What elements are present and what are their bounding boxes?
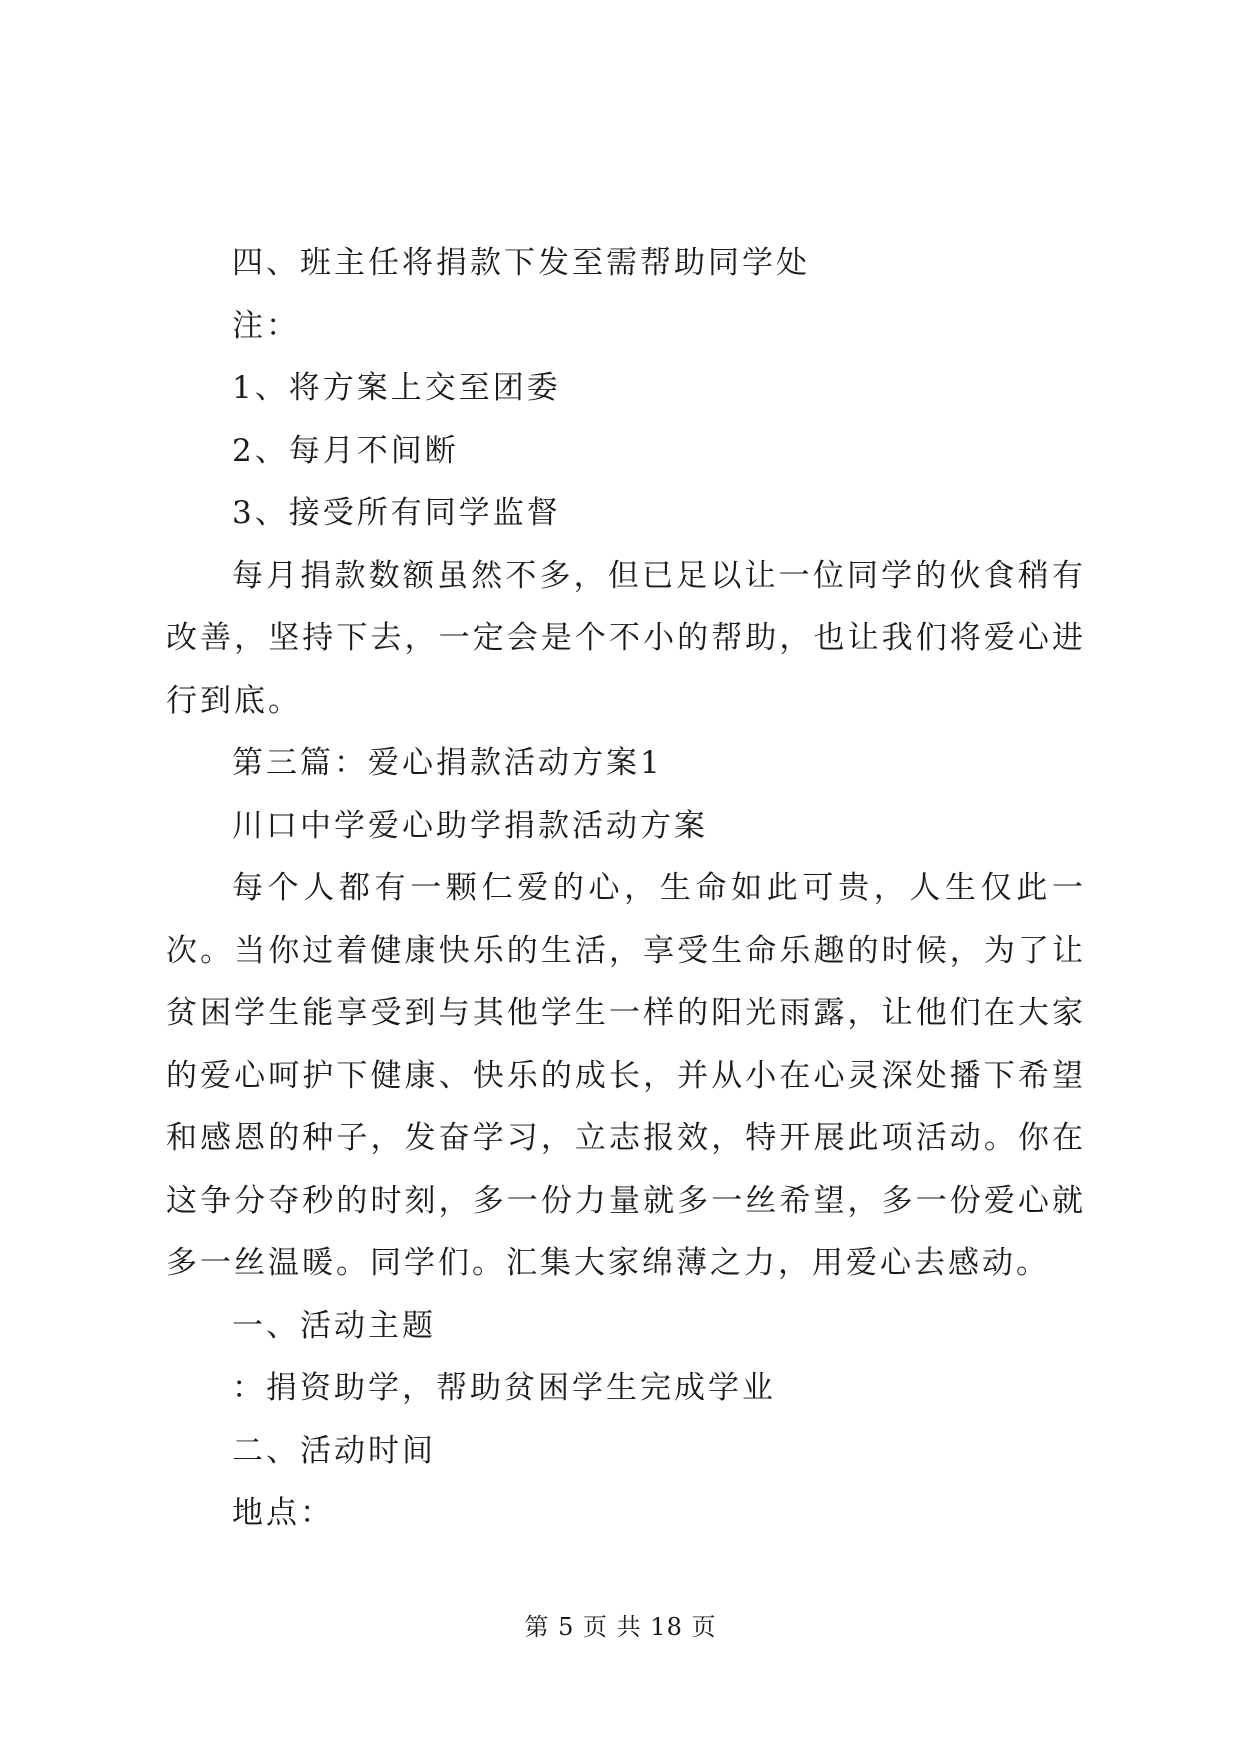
paragraph: ：捐资助学，帮助贫困学生完成学业 [232,1370,776,1406]
list-item: 3、接受所有同学监督 [232,495,561,531]
section-heading: 一、活动主题 [232,1307,436,1344]
document-body [166,232,1086,1545]
paragraph: 四、班主任将捐款下发至需帮助同学处 [232,245,810,281]
section-heading: 二、活动时间 [232,1432,436,1469]
paragraph: 每月捐款数额虽然不多，但已足以让一位同学的伙食稍有改善，坚持下去，一定会是个不小的帮助，也让我们将爱心进行到底。 [166,557,1086,719]
paragraph: 每个人都有一颗仁爱的心，生命如此可贵，人生仅此一次。当你过着健康快乐的生活，享受生命乐趣的时候，为了让贫困学生能享受到与其他学生一样的阳光雨露，让他们在大家的爱心呵护下健康、快乐的成长，并从小在心灵深处播下希望和感恩的种子，发奋学习，立志报效，特开展此项活动。你在这争分夺秒的时刻，多一份力量就多一丝希望，多一份爱心就多一丝温暖。同学们。汇集大家绵薄之力，用爱心去感动。 [166,870,1086,1281]
list-item: 2、每月不间断 [232,432,459,469]
page-number-footer: 第 5 页 共 18 页 [524,1613,717,1641]
list-item: 1、将方案上交至团委 [232,370,561,406]
document-title: 川口中学爱心助学捐款活动方案 [232,807,708,844]
section-heading: 第三篇：爱心捐款活动方案1 [232,745,663,781]
paragraph: 注： [232,307,300,344]
paragraph: 地点： [232,1495,334,1531]
